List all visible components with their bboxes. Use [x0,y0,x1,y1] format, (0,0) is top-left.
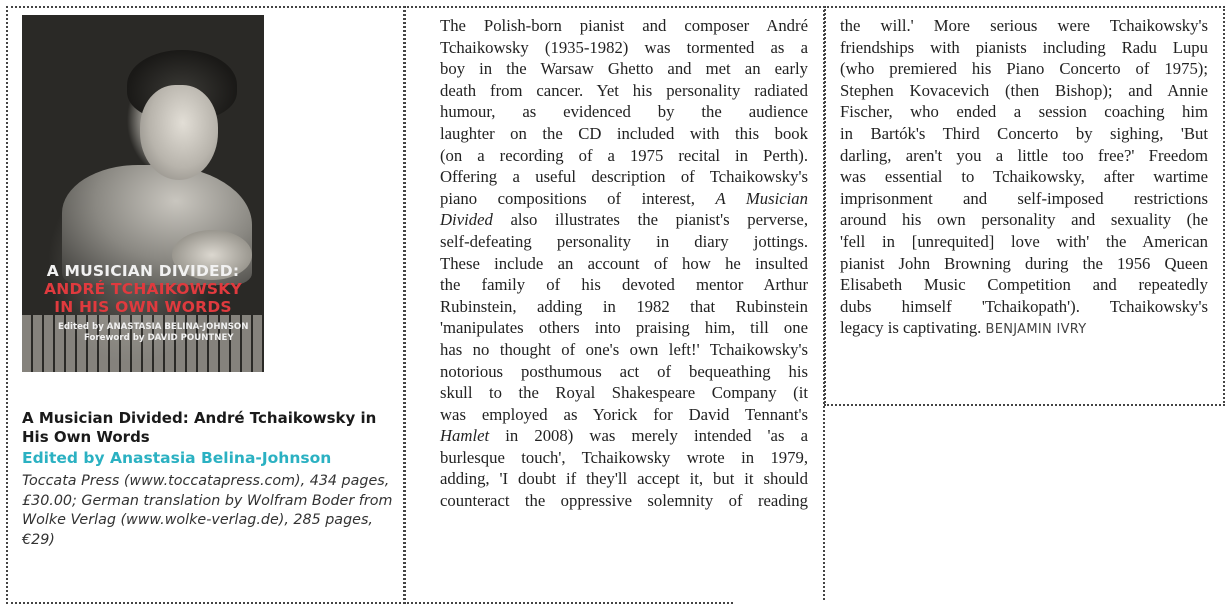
review-line: the will.' More serious were Tchaikowsky's [840,16,1208,35]
review-text-column-2 [840,15,1208,339]
book-cover-image [22,15,264,372]
review-line: friendships with pianists including Radu Lupu [840,37,1208,57]
review-text-column-1 [440,15,808,512]
cover-editor-credit: Edited by ANASTASIA BELINA-JOHNSON [58,322,249,332]
book-title: A Musician Divided: André Tchaikowsky in His Own Words [22,409,377,446]
review-line: counteract the oppressive solemnity of reading [440,491,808,511]
review-line: (on a recording of a 1975 recital in Perth). [440,145,808,165]
review-line: dubs himself 'Tchaikopath'). Tchaikowsky's [840,296,1208,316]
cover-photo-face [140,85,218,180]
review-line: around his own personality and sexuality (he [840,210,1208,230]
review-line: The Polish-born pianist and composer André [440,16,808,35]
review-line: death from cancer. Yet his personality radiated [440,80,808,100]
review-line: was essential to Tchaikowsky, after wartime [840,167,1208,187]
play-title-italic: Hamlet [440,426,490,446]
review-line: has no thought of one's own left!' Tchaikowsky's [440,339,808,359]
review-line [840,317,1208,339]
book-title-italic: A Musician [715,188,808,208]
review-line-text: piano compositions of interest, [440,188,716,208]
review-line: Elisabeth Music Competition and repeatedly [840,275,1208,295]
book-title-italic: Divided [440,210,493,230]
review-line: (who premiered his Piano Concerto of 1975); [840,59,1208,79]
review-line: imprisonment and self-imposed restrictions [840,188,1208,208]
review-line: boy in the Warsaw Ghetto and met an early [440,59,808,79]
review-line [440,425,808,447]
review-line: pianist John Browning during the 1956 Queen [840,253,1208,273]
review-line: Tchaikowsky (1935-1982) was tormented as a [440,37,808,57]
review-line: Rubinstein, adding in 1982 that Rubinstein [440,296,808,316]
review-line: was employed as Yorick for David Tennant's [440,404,808,424]
review-line [440,188,808,210]
review-line: Stephen Kovacevich (then Bishop); and Annie [840,80,1208,100]
review-line-text: in 2008) was merely intended 'as a [489,426,808,446]
book-editor: Edited by Anastasia Belina-Johnson [22,449,332,467]
review-line: These include an account of how he insulted [440,253,808,273]
review-line: 'fell in [unrequited] love with' the American [840,231,1208,251]
review-line: 'manipulates others into praising him, till one [440,318,808,338]
review-line: adding, 'I doubt if they'll accept it, but it should [440,469,808,489]
review-line: self-defeating personality in diary jottings. [440,231,808,251]
review-line: burlesque touch', Tchaikowsky wrote in 1979, [440,447,808,467]
review-line: in Bartók's Third Concerto by sighing, 'But [840,123,1208,143]
review-line: Offering a useful description of Tchaikowsky's [440,167,808,187]
cover-title-line: IN HIS OWN WORDS [54,298,232,316]
review-line: Fischer, who ended a session coaching him [840,102,1208,122]
review-line [440,209,808,231]
book-publication-details: Toccata Press (www.toccatapress.com), 434 pages, £30.00; German translation by Wolfram Boder from Wolke Verlag (www.wolke-verlag.de), 285 pages, €29) [22,473,393,548]
review-line: darling, aren't you a little too free?' Freedom [840,145,1208,165]
frame-gap [733,600,827,608]
review-line: humour, as evidenced by the audience [440,102,808,122]
review-line: laughter on the CD included with this book [440,123,808,143]
review-line: skull to the Royal Shakespeare Company (it [440,383,808,403]
cover-foreword-credit: Foreword by DAVID POUNTNEY [84,333,234,343]
cover-title-line: ANDRÉ TCHAIKOWSKY [44,280,242,298]
cover-title-line: A MUSICIAN DIVIDED: [46,262,240,280]
review-line: notorious posthumous act of bequeathing his [440,361,808,381]
review-line: the family of his devoted mentor Arthur [440,275,808,295]
review-line-text: legacy is captivating. [840,318,986,338]
review-byline: BENJAMIN IVRY [985,322,1087,338]
review-line-text: also illustrates the pianist's perverse, [492,210,808,230]
